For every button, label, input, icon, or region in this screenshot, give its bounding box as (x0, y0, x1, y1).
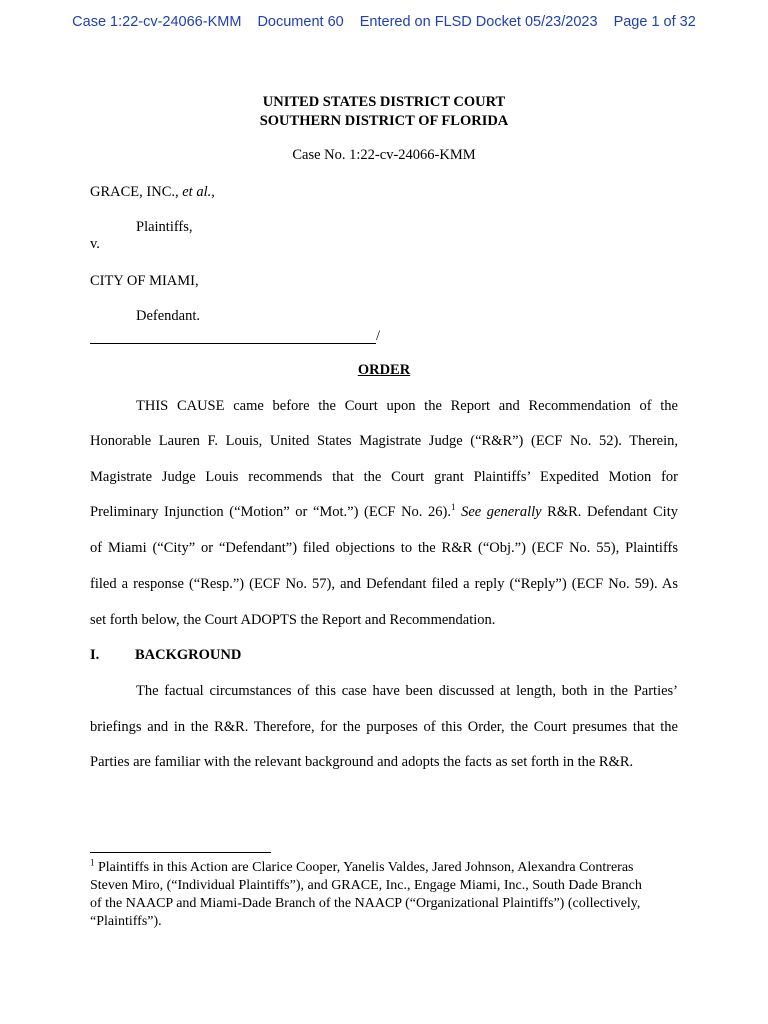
plaintiff-name: GRACE, INC., (90, 184, 183, 200)
footnote-marker: 1 (90, 857, 95, 868)
footnote-ref[interactable]: 1 (450, 502, 456, 513)
section-heading (90, 647, 678, 664)
court-name (0, 93, 768, 131)
order-title-text: ORDER (357, 362, 411, 378)
body-line: set forth below, the Court ADOPTS the Report and Recommendation. (90, 612, 496, 628)
footnote-line: Steven Miro, (“Individual Plaintiffs”), and GRACE, Inc., Engage Miami, Inc., South Dade Branch (90, 878, 642, 893)
body-line: Honorable Lauren F. Louis, United States Magistrate Judge (“R&R”) (ECF No. 52). Therein, (90, 433, 678, 449)
header-entered-date: Entered on FLSD Docket 05/23/2023 (359, 14, 598, 30)
footnote-line: “Plaintiffs”). (90, 914, 162, 929)
body-line: THIS CAUSE came before the Court upon the Report and Recommendation of the (136, 398, 678, 414)
citation-signal: See generally (461, 504, 542, 520)
plaintiff-party (90, 184, 678, 201)
plaintiffs-label: Plaintiffs, (136, 219, 193, 235)
footnote-line: of the NAACP and Miami-Dade Branch of the NAACP (“Organizational Plaintiffs”) (collectively, (90, 896, 641, 911)
header-case-number: Case 1:22-cv-24066-KMM (72, 14, 242, 30)
plaintiff-comma: , (211, 184, 215, 200)
section-number: I. (90, 647, 100, 663)
body-line-footnote-ref (90, 504, 678, 521)
caption-slash: / (376, 328, 381, 344)
order-title (0, 362, 768, 379)
body-line: briefings and in the R&R. Therefore, for the purposes of this Order, the Court presumes that the (90, 719, 678, 735)
caption-rule (90, 343, 376, 344)
body-line: filed a response (“Resp.”) (ECF No. 57), and Defendant filed a reply (“Reply”) (ECF No. 59). As (90, 576, 678, 592)
section-title: BACKGROUND (135, 647, 242, 663)
header-page-count: Page 1 of 32 (613, 14, 696, 30)
footnote-text: Plaintiffs in this Action are Clarice Cooper, Yanelis Valdes, Jared Johnson, Alexandra Contreras (94, 860, 634, 875)
court-name-line2: SOUTHERN DISTRICT OF FLORIDA (259, 113, 509, 129)
body-text: Preliminary Injunction (“Motion” or “Mot.”) (ECF No. 26). (90, 504, 451, 520)
body-line: The factual circumstances of this case have been discussed at length, both in the Parties’ (136, 683, 678, 699)
docket-header (0, 14, 768, 30)
court-name-line1: UNITED STATES DISTRICT COURT (262, 94, 506, 110)
defendant-label: Defendant. (136, 308, 201, 324)
body-line: Magistrate Judge Louis recommends that the Court grant Plaintiffs’ Expedited Motion for (90, 469, 678, 485)
footnote-line (90, 859, 678, 877)
body-text: R&R. Defendant City (541, 504, 678, 520)
footnote (90, 859, 678, 931)
versus: v. (90, 236, 100, 252)
header-document-number: Document 60 (257, 14, 344, 30)
case-number: Case No. 1:22-cv-24066-KMM (292, 147, 476, 163)
plaintiff-etal: et al. (182, 184, 212, 200)
footnote-rule (90, 852, 271, 853)
body-line: of Miami (“City” or “Defendant”) filed objections to the R&R (“Obj.”) (ECF No. 55), Plaintiffs (90, 540, 678, 556)
defendant-name: CITY OF MIAMI, (90, 273, 199, 289)
body-line: Parties are familiar with the relevant background and adopts the facts as set forth in the R&R. (90, 754, 634, 770)
